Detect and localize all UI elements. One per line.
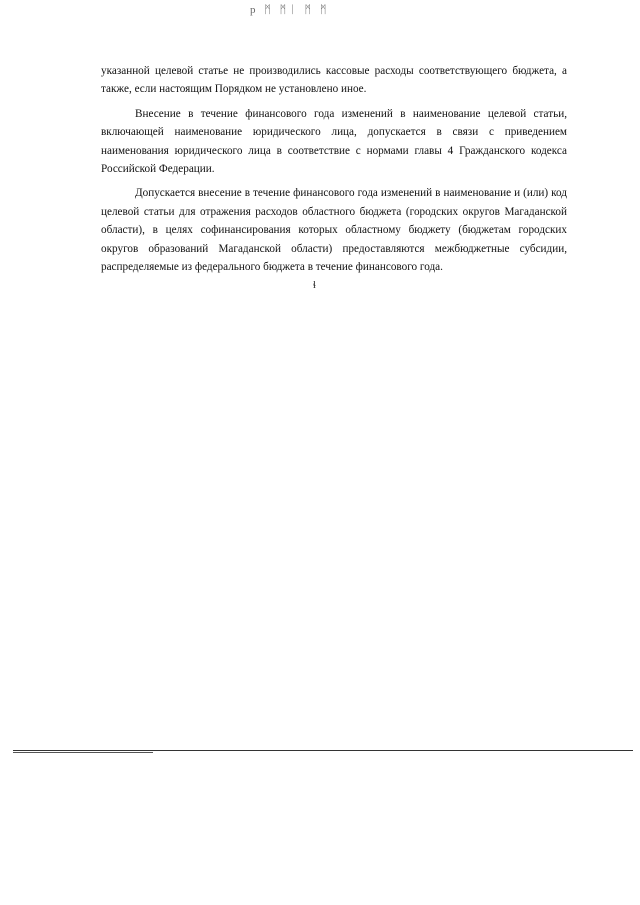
- document-body: [101, 62, 567, 276]
- page-mark: ɬ: [313, 280, 316, 291]
- footer-divider-accent: [13, 752, 153, 753]
- scan-header-marks: р ᛗ ᛗᛁ ᛗ ᛗ: [250, 4, 330, 16]
- paragraph-target-article-code: Допускается внесение в течение финансового года изменений в наименование и (или) код целевой статьи для отражения расходов областного бюджета (городских округов Магаданской области), в целях софинансирования которых областному бюджету (бюджетам городских округов образований Магаданской области) предоставляются межбюджетные субсидии, распределяемые из федерального бюджета в течение финансового года.: [101, 187, 567, 274]
- paragraph-target-article-rename: Внесение в течение финансового года изменений в наименование целевой статьи, включающей наименование юридического лица, допускается в связи с приведением наименования юридического лица в соответствие с нормами главы 4 Гражданского кодекса Российской Федерации.: [101, 107, 567, 176]
- footer-divider: [13, 750, 633, 751]
- paragraph-continuation: указанной целевой статье не производились кассовые расходы соответствующего бюджета, а также, если настоящим Порядком не установлено иное.: [101, 65, 567, 96]
